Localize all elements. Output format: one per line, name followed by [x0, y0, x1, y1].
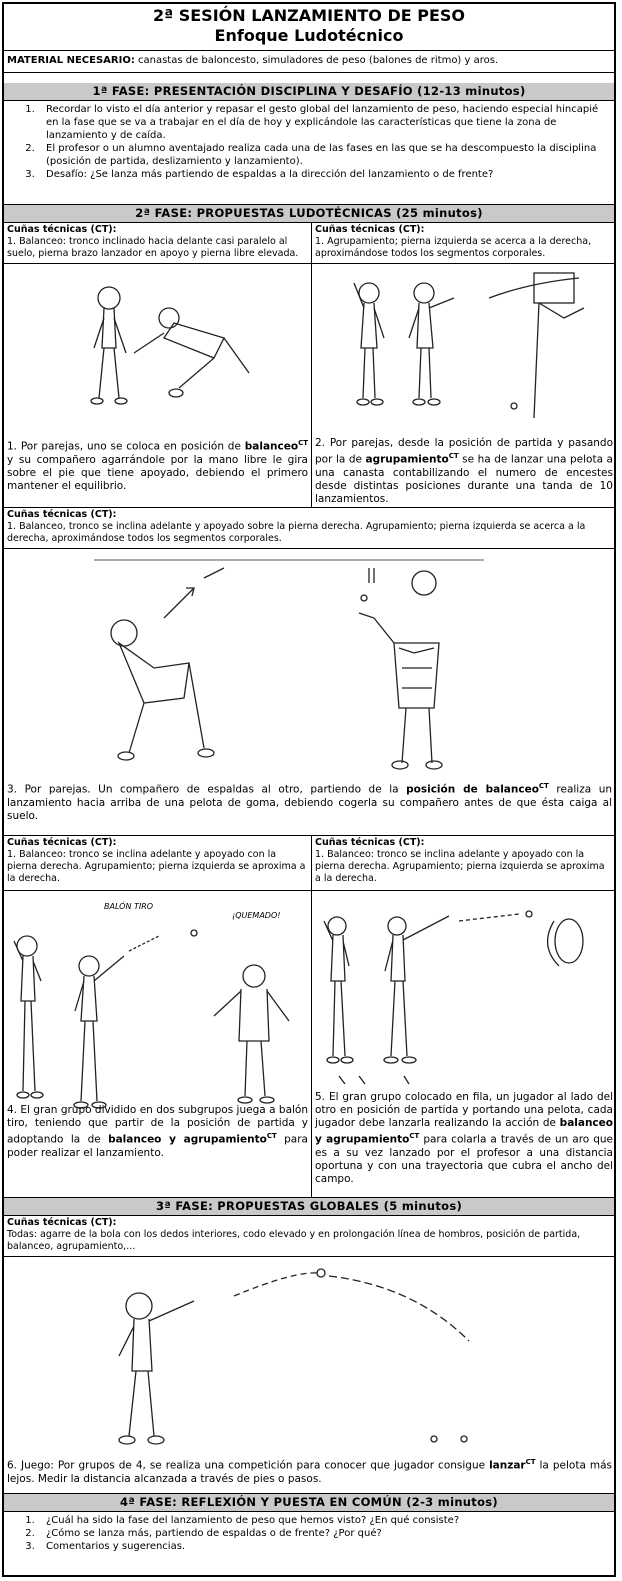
- ex4-drawing: [9, 921, 309, 1126]
- desc-text: realiza un lanzamiento hacia arriba de una pelota de goma, debiendo cogerla su compañero antes de que ésta caiga al suelo.: [7, 783, 613, 822]
- list-item: 3. Comentarios y sugerencias.: [38, 1540, 608, 1553]
- ct-label: Cuñas técnicas (CT):: [315, 224, 425, 235]
- material-text: canastas de baloncesto, simuladores de peso (balones de ritmo) y aros.: [134, 55, 499, 66]
- ex4-label-2: ¡QUEMADO!: [232, 911, 281, 920]
- phase4-header: 4ª FASE: REFLEXIÓN Y PUESTA EN COMÚN (2-3 minutos): [4, 1494, 614, 1512]
- desc-bold: balanceo y agrupamiento: [315, 1117, 613, 1146]
- ex3-description: [7, 780, 612, 823]
- ex2-description: [315, 437, 613, 506]
- phase2-header: 2ª FASE: PROPUESTAS LUDOTÉCNICAS (25 minutos): [4, 205, 614, 223]
- desc-text: 5. El gran grupo colocado en fila, un jugador al lado del otro en posición de partida y portando una pelota, cada jugador debe lanzarla realizando la acción de: [315, 1091, 613, 1129]
- ex6-ct: [7, 1217, 612, 1253]
- ex4-ct: [7, 837, 307, 885]
- ex2-ct: [315, 224, 613, 260]
- desc-text: 1. Por parejas, uno se coloca en posición de: [7, 440, 245, 453]
- desc-text: para poder realizar el lanzamiento.: [7, 1133, 308, 1159]
- page-title: 2ª SESIÓN LANZAMIENTO DE PESO: [152, 6, 465, 25]
- desc-bold: balanceo y agrupamiento: [108, 1133, 267, 1146]
- ex2-drawing: [339, 268, 609, 428]
- ct-mark: CT: [525, 1458, 536, 1466]
- ex6-drawing: [94, 1261, 494, 1451]
- desc-bold: lanzar: [489, 1459, 526, 1472]
- ct-label: Cuñas técnicas (CT):: [7, 1217, 117, 1228]
- ex45-row: [4, 836, 614, 1198]
- ct-mark: CT: [448, 452, 459, 460]
- ex3-row: [4, 508, 614, 836]
- list-item: 2. ¿Cómo se lanza más, partiendo de espaldas o de frente? ¿Por qué?: [38, 1527, 608, 1540]
- ex1-ct: [7, 224, 309, 260]
- phase3-header: 3ª FASE: PROPUESTAS GLOBALES (5 minutos): [4, 1198, 614, 1216]
- list-item: 1. Recordar lo visto el día anterior y repasar el gesto global del lanzamiento de peso, haciendo especial hincapié en la fase que se va a trabajar en el día de hoy y explicándole las características que tiene la zona de lanzamiento y de caída.: [38, 103, 608, 142]
- desc-text: y su compañero agarrándole por la mano libre le gira sobre el pie que tiene apoyado, debiendo el primero mantener el equilibrio.: [7, 453, 308, 492]
- desc-bold: agrupamiento: [365, 453, 449, 466]
- page-subtitle: Enfoque Ludotécnico: [214, 26, 404, 45]
- ct-text: 1. Balanceo: tronco se inclina adelante y apoyado con la pierna derecha. Agrupamiento; pierna izquierda se aproxima a la derecha.: [315, 849, 605, 884]
- title-block: [4, 4, 614, 51]
- desc-text: se ha de lanzar una pelota a una canasta contabilizando el numero de encestes desde distintas posiciones durante una tanda de 10 lanzamientos.: [315, 453, 613, 505]
- list-item: 3. Desafío: ¿Se lanza más partiendo de espaldas a la dirección del lanzamiento o de frente?: [38, 168, 608, 181]
- ct-mark: CT: [298, 439, 308, 447]
- session-sheet: [2, 2, 616, 1577]
- desc-bold: balanceo: [244, 440, 299, 453]
- ex12-row: [4, 223, 614, 508]
- ct-text: Todas: agarre de la bola con los dedos interiores, codo elevado y en prolongación línea de hombros, posición de partida, balanceo, agrupamiento,...: [7, 1229, 581, 1252]
- ex6-row: [4, 1216, 614, 1494]
- list-item: 1. ¿Cuál ha sido la fase del lanzamiento de peso que hemos visto? ¿En qué consiste?: [38, 1514, 608, 1527]
- phase1-list: [4, 103, 614, 181]
- phase1-header: 1ª FASE: PRESENTACIÓN DISCIPLINA Y DESAFÍO (12-13 minutos): [4, 83, 614, 101]
- ex6-description: [7, 1456, 612, 1486]
- ex5-ct: [315, 837, 613, 885]
- ex1-description: [7, 437, 308, 493]
- ct-mark: CT: [538, 782, 549, 790]
- ex3-ct: [7, 509, 612, 545]
- ex4-description: [7, 1104, 308, 1160]
- ct-label: Cuñas técnicas (CT):: [7, 224, 117, 235]
- ex5-drawing: [319, 906, 609, 1096]
- desc-text: 2. Por parejas, desde la posición de partida y pasando por la de: [315, 437, 613, 466]
- material-label: MATERIAL NECESARIO:: [7, 55, 135, 66]
- phase4-list: [4, 1514, 614, 1553]
- desc-text: 4. El gran grupo dividido en dos subgrupos juega a balón tiro, teniendo que partir de la posición de partida y adoptando la de: [7, 1104, 308, 1146]
- desc-text: 6. Juego: Por grupos de 4, se realiza una competición para conocer que jugador consigue: [7, 1459, 490, 1472]
- ct-mark: CT: [266, 1132, 277, 1140]
- desc-bold: posición de balanceo: [406, 783, 539, 796]
- ct-text: 1. Balanceo, tronco se inclina adelante y apoyado sobre la pierna derecha. Agrupamiento; pierna izquierda se acerca a la derecha, aproximándose todos los segmentos corporales.: [7, 521, 586, 544]
- ex5-description: [315, 1091, 613, 1186]
- desc-text: 3. Por parejas. Un compañero de espaldas al otro, partiendo de la: [7, 783, 407, 796]
- phase1-body: [4, 101, 614, 205]
- list-item: 2. El profesor o un alumno aventajado realiza cada una de las fases en las que se ha descompuesto la disciplina (posición de partida, deslizamiento y lanzamiento).: [38, 142, 608, 168]
- ex3-drawing: [94, 558, 494, 773]
- ct-label: Cuñas técnicas (CT):: [7, 837, 117, 848]
- ex1-drawing: [64, 278, 264, 438]
- desc-text: para colarla a través de un aro que es a su vez lanzado por el profesor a una distancia oportuna y con una trayectoria que cubra el ancho del campo.: [315, 1133, 613, 1185]
- ct-text: 1. Agrupamiento; pierna izquierda se acerca a la derecha, aproximándose todos los segmentos corporales.: [315, 236, 592, 259]
- ct-text: 1. Balanceo: tronco inclinado hacia delante casi paralelo al suelo, pierna brazo lanzador en apoyo y pierna libre elevada.: [7, 236, 299, 259]
- phase4-body: [4, 1512, 614, 1575]
- ct-label: Cuñas técnicas (CT):: [7, 509, 117, 520]
- material-row: [4, 51, 614, 73]
- ct-label: Cuñas técnicas (CT):: [315, 837, 425, 848]
- ex4-label-1: BALÓN TIRO: [104, 902, 154, 911]
- ct-mark: CT: [409, 1132, 420, 1140]
- ct-text: 1. Balanceo: tronco se inclina adelante y apoyado con la pierna derecha. Agrupamiento; pierna izquierda se aproxima a la derecha.: [7, 849, 306, 884]
- desc-text: la pelota más lejos. Medir la distancia alcanzada a través de pies o pasos.: [7, 1459, 612, 1485]
